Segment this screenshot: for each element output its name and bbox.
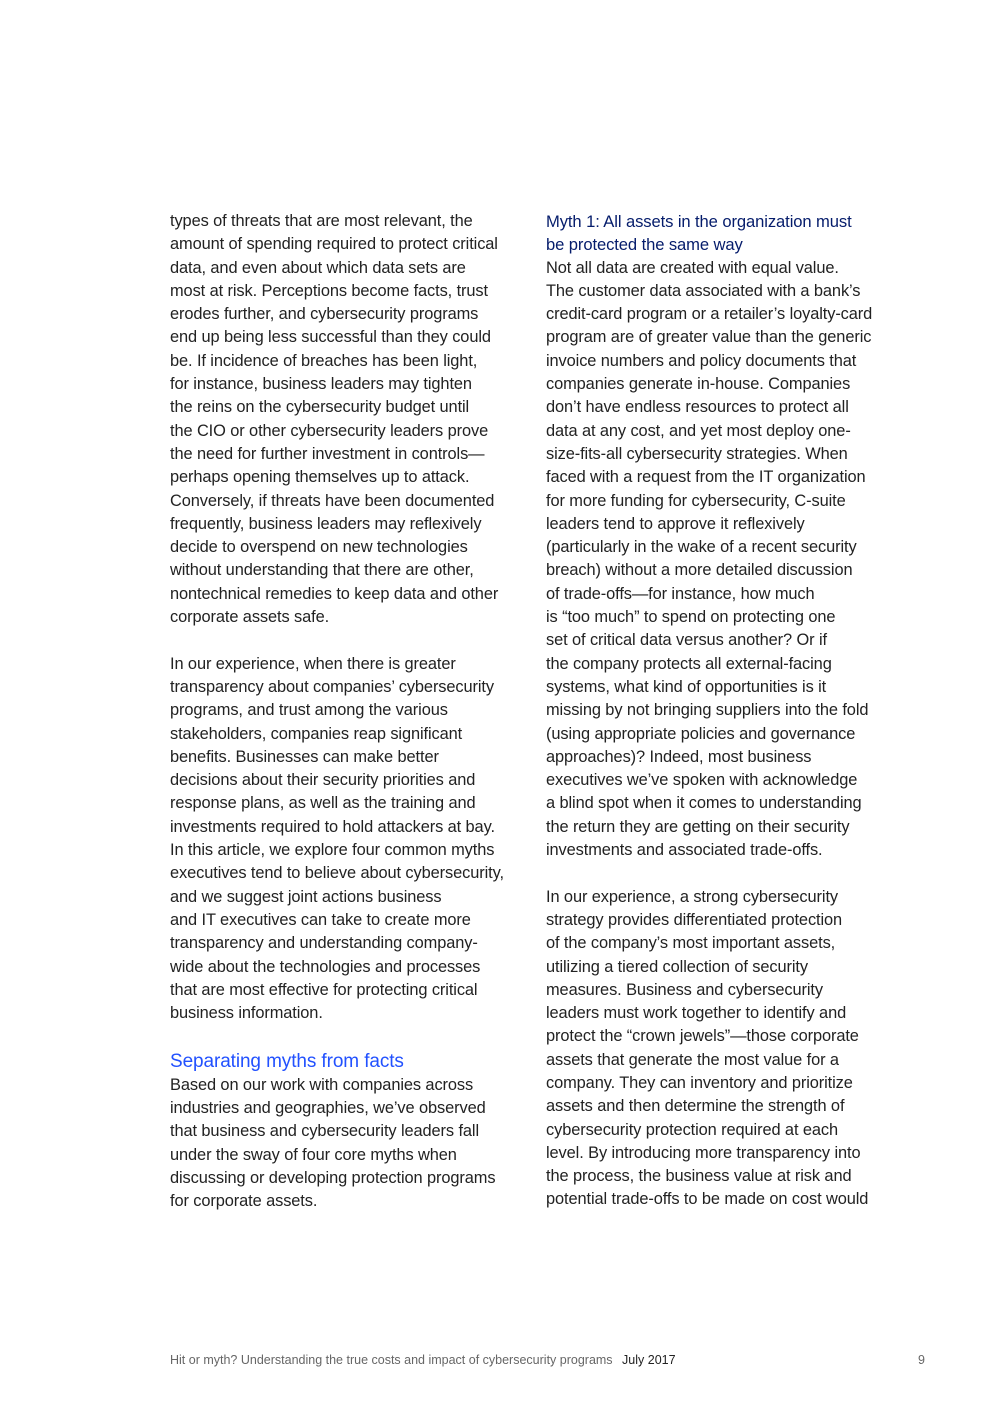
text-line: transparency about companies’ cybersecurity <box>170 677 494 696</box>
text-line: faced with a request from the IT organization <box>546 468 866 487</box>
text-line: assets and then determine the strength of <box>546 1097 845 1116</box>
right-paragraph-2 <box>546 886 898 1212</box>
text-line: is “too much” to spend on protecting one <box>546 608 836 627</box>
text-line: the process, the business value at risk and <box>546 1167 852 1186</box>
text-line: credit-card program or a retailer’s loyalty-card <box>546 305 873 324</box>
text-line: industries and geographies, we’ve observed <box>170 1098 486 1117</box>
text-line: measures. Business and cybersecurity <box>546 980 823 999</box>
text-line: strategy provides differentiated protection <box>546 910 843 929</box>
footer-title: Hit or myth? Understanding the true costs and impact of cybersecurity programs <box>170 1353 613 1367</box>
text-line: the CIO or other cybersecurity leaders prove <box>170 421 489 440</box>
text-line: response plans, as well as the training and <box>170 794 476 813</box>
text-line: leaders tend to approve it reflexively <box>546 514 805 533</box>
text-line: without understanding that there are other, <box>170 561 474 580</box>
text-line: invoice numbers and policy documents that <box>546 351 857 370</box>
text-line: be. If incidence of breaches has been light, <box>170 351 478 370</box>
text-line: frequently, business leaders may reflexively <box>170 514 482 533</box>
text-line: investments required to hold attackers at bay. <box>170 817 495 836</box>
text-line: approaches)? Indeed, most business <box>546 747 812 766</box>
text-line: erodes further, and cybersecurity programs <box>170 305 479 324</box>
text-line: potential trade-offs to be made on cost would <box>546 1190 869 1209</box>
text-line: systems, what kind of opportunities is it <box>546 677 827 696</box>
text-line: for instance, business leaders may tighten <box>170 375 472 394</box>
left-paragraph-1 <box>170 210 520 629</box>
text-line: leaders must work together to identify and <box>546 1004 847 1023</box>
text-line: discussing or developing protection programs <box>170 1168 496 1187</box>
text-line: level. By introducing more transparency into <box>546 1143 861 1162</box>
page-footer <box>170 1353 676 1367</box>
text-line: set of critical data versus another? Or if <box>546 631 827 650</box>
text-line: Based on our work with companies across <box>170 1075 474 1094</box>
text-line: programs, and trust among the various <box>170 701 448 720</box>
text-line: and we suggest joint actions business <box>170 887 442 906</box>
text-line: don’t have endless resources to protect all <box>546 398 849 417</box>
text-line: the need for further investment in controls— <box>170 444 485 463</box>
text-line: that business and cybersecurity leaders fall <box>170 1122 480 1141</box>
text-line: and IT executives can take to create more <box>170 910 471 929</box>
text-line: breach) without a more detailed discussion <box>546 561 853 580</box>
text-line: decide to overspend on new technologies <box>170 538 468 557</box>
text-line: (using appropriate policies and governance <box>546 724 856 743</box>
text-line: executives we’ve spoken with acknowledge <box>546 771 858 790</box>
text-line: Myth 1: All assets in the organization must <box>546 212 852 231</box>
text-line: benefits. Businesses can make better <box>170 747 439 766</box>
section-heading-separating-myths: Separating myths from facts <box>170 1050 404 1072</box>
text-line: corporate assets safe. <box>170 608 330 627</box>
text-line: stakeholders, companies reap significant <box>170 724 463 743</box>
text-line: for more funding for cybersecurity, C-suite <box>546 491 846 510</box>
myth-1-heading <box>546 210 898 257</box>
text-line: amount of spending required to protect critical <box>170 235 498 254</box>
text-line: utilizing a tiered collection of security <box>546 957 808 976</box>
text-line: (particularly in the wake of a recent security <box>546 538 857 557</box>
text-line: perhaps opening themselves up to attack. <box>170 468 470 487</box>
text-line: most at risk. Perceptions become facts, trust <box>170 281 488 300</box>
text-line: Conversely, if threats have been documented <box>170 491 495 510</box>
text-line: investments and associated trade-offs. <box>546 841 823 860</box>
text-line: In our experience, a strong cybersecurity <box>546 887 838 906</box>
text-line: under the sway of four core myths when <box>170 1145 457 1164</box>
text-line: of the company’s most important assets, <box>546 934 836 953</box>
text-line: the company protects all external-facing <box>546 654 832 673</box>
text-line: In this article, we explore four common myths <box>170 841 495 860</box>
left-paragraph-3 <box>170 1074 520 1214</box>
text-line: assets that generate the most value for a <box>546 1050 839 1069</box>
text-line: for corporate assets. <box>170 1192 318 1211</box>
footer-date: July 2017 <box>622 1353 676 1367</box>
text-line: that are most effective for protecting critical <box>170 980 478 999</box>
text-line: protect the “crown jewels”—those corporate <box>546 1027 859 1046</box>
text-line: missing by not bringing suppliers into the fold <box>546 701 869 720</box>
text-line: wide about the technologies and processes <box>170 957 481 976</box>
text-line: data, and even about which data sets are <box>170 258 466 277</box>
text-line: size-fits-all cybersecurity strategies. When <box>546 444 848 463</box>
page-number: 9 <box>918 1353 925 1367</box>
text-line: of trade-offs—for instance, how much <box>546 584 815 603</box>
text-line: The customer data associated with a bank’s <box>546 281 861 300</box>
text-line: transparency and understanding company- <box>170 934 478 953</box>
text-line: decisions about their security priorities and <box>170 771 476 790</box>
text-line: In our experience, when there is greater <box>170 654 456 673</box>
text-line: Not all data are created with equal value. <box>546 258 839 277</box>
text-line: a blind spot when it comes to understanding <box>546 794 862 813</box>
text-line: cybersecurity protection required at each <box>546 1120 838 1139</box>
text-line: nontechnical remedies to keep data and other <box>170 584 499 603</box>
text-line: business information. <box>170 1004 323 1023</box>
text-line: company. They can inventory and prioritize <box>546 1073 853 1092</box>
text-line: program are of greater value than the generic <box>546 328 872 347</box>
text-line: the return they are getting on their security <box>546 817 850 836</box>
text-line: types of threats that are most relevant, the <box>170 212 473 230</box>
left-column <box>170 210 520 1213</box>
text-line: companies generate in-house. Companies <box>546 375 851 394</box>
left-paragraph-2 <box>170 653 520 1026</box>
text-line: be protected the same way <box>546 235 743 255</box>
text-line: end up being less successful than they could <box>170 328 491 347</box>
right-column <box>546 210 898 1212</box>
text-line: the reins on the cybersecurity budget until <box>170 398 470 417</box>
text-line: data at any cost, and yet most deploy one- <box>546 421 851 440</box>
text-line: executives tend to believe about cybersecurity, <box>170 864 504 883</box>
right-paragraph-1 <box>546 257 898 863</box>
